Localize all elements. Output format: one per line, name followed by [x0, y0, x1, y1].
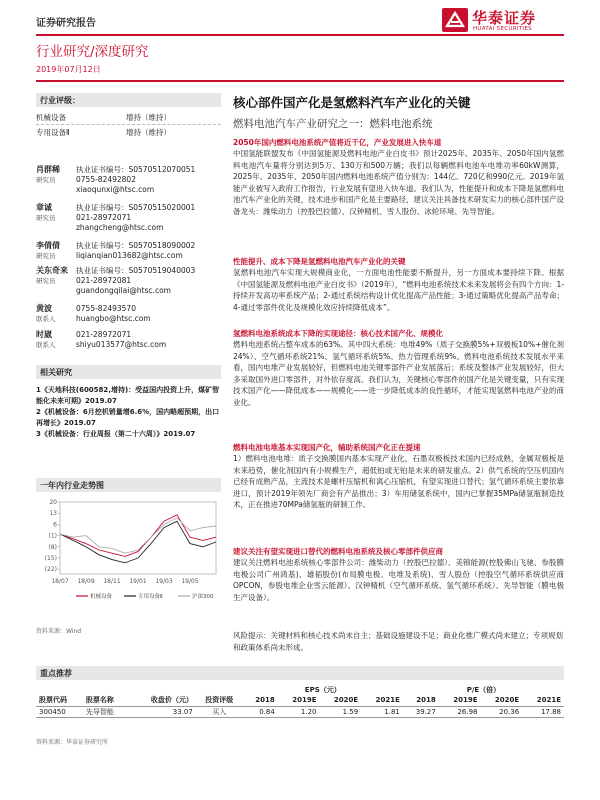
analyst-info — [76, 304, 151, 324]
col-header: 2020E — [319, 695, 361, 706]
eps-group-label: EPS（元） — [304, 685, 341, 694]
analyst-email[interactable]: shiyu013577@htsc.com — [76, 340, 167, 349]
pe-group-label: P/E（倍） — [466, 685, 501, 694]
analyst-phone: 021-28972081 — [76, 276, 132, 285]
y-tick-label: 20 — [49, 499, 57, 506]
analyst-info — [76, 203, 195, 233]
analyst-block — [36, 241, 221, 265]
cell-rating: 买入 — [196, 706, 243, 717]
body-section — [233, 328, 564, 408]
y-tick-label: (8) — [48, 543, 57, 551]
col-header: 投资评级 — [196, 695, 243, 706]
analyst-role: 联系人 — [36, 341, 56, 349]
related-item[interactable]: 2《机械设备：6月挖机销量增6.6%，国内略超预期，出口再增长》2019.07 — [36, 408, 220, 427]
cell-price: 33.07 — [130, 706, 196, 717]
report-date: 2019年07月12日 — [36, 65, 101, 74]
x-tick-label: 18/07 — [51, 578, 69, 585]
y-tick-label: 6 — [53, 521, 57, 529]
cell-pe: 20.36 — [480, 706, 522, 717]
analyst-email[interactable]: liqianqian013682@htsc.com — [76, 251, 183, 260]
cell-eps: 1.20 — [278, 706, 320, 717]
analyst-role: 研究员 — [36, 214, 56, 222]
date-divider — [36, 80, 564, 82]
report-category: 行业研究/深度研究 — [36, 44, 149, 60]
analyst-block — [36, 330, 221, 354]
x-tick-label: 18/09 — [77, 578, 95, 585]
table-row — [36, 706, 564, 717]
analyst-info — [76, 330, 166, 350]
logo-text-en: HUATAI SECURITIES — [473, 26, 532, 32]
analyst-name: 黄波 — [36, 304, 52, 313]
analyst-cert: 执业证书编号：S0570519040003 — [76, 266, 196, 275]
rating-industry: 机械设备 — [36, 112, 66, 122]
cell-eps: 1.81 — [361, 706, 403, 717]
huatai-logo-icon — [442, 8, 468, 32]
section-heading: 氢燃料电池系统成本下降的实现途径：核心技术国产化、规模化 — [233, 329, 443, 338]
analyst-email[interactable]: zhangcheng@htsc.com — [76, 223, 164, 232]
recommend-table — [36, 684, 564, 718]
col-header: 2021E — [522, 695, 564, 706]
rating-value: 增持（维持） — [126, 127, 171, 137]
cell-eps: 1.59 — [319, 706, 361, 717]
analyst-name: 李倩倩 — [36, 241, 60, 250]
analyst-info — [76, 241, 195, 261]
industry-trend-chart — [36, 496, 221, 608]
cell-code: 300450 — [36, 706, 83, 717]
chart-heading: 一年内行业走势图 — [36, 478, 221, 492]
related-heading: 相关研究 — [36, 365, 221, 379]
report-main-title: 核心部件国产化是氢燃料汽车产业化的关键 — [233, 95, 471, 110]
rating-row — [36, 125, 221, 139]
col-header: 2018 — [243, 695, 278, 706]
related-item[interactable]: 3《机械设备：行业周报（第二十六周）》2019.07 — [36, 430, 196, 438]
analyst-name: 关东奇来 — [36, 266, 68, 275]
section-text: 1）燃料电池电堆：质子交换膜国内基本实现产业化，石墨双极板技术国内已经成熟，金属双极板是未来趋势，催化剂国内有小规模生产，超低铂或无铂是未来的研发重点。2）供气系统的空压机国内已经有成熟产品，主流技术是螺杆压缩机和离心压缩机，有望实现进口替代；氢气循环系统主要依靠进口，预计2019年领先厂商会有产品推出；3）车用储氢系统中，国内已掌握35MPa储氢瓶制造技术，正在推进70MPa储氢瓶的研制工作。 — [233, 454, 564, 509]
rating-industry: 专用设备Ⅱ — [36, 127, 70, 137]
x-tick-label: 19/01 — [129, 578, 147, 585]
analyst-role: 研究员 — [36, 277, 56, 285]
y-tick-label: (15) — [44, 555, 57, 562]
cell-eps: 0.84 — [243, 706, 278, 717]
rating-heading: 行业评级： — [36, 93, 221, 107]
series-line — [60, 518, 216, 553]
analyst-name: 章诚 — [36, 203, 52, 212]
analyst-phone: 021-28972071 — [76, 213, 132, 222]
analyst-block — [36, 304, 221, 328]
y-tick-label: (1) — [48, 532, 57, 540]
section-heading: 性能提升、成本下降是氢燃料电池汽车产业化的关键 — [233, 257, 406, 266]
cell-pe: 17.88 — [522, 706, 564, 717]
analyst-email[interactable]: xiaoqunxi@htsc.com — [76, 185, 155, 194]
recommend-heading: 重点推荐 — [36, 666, 564, 680]
analyst-cert: 执业证书编号：S0570512070051 — [76, 165, 196, 174]
table-header-row — [36, 695, 564, 706]
analyst-cert: 执业证书编号：S0570515020001 — [76, 203, 196, 212]
col-header: 收盘价（元） — [130, 695, 196, 706]
rating-row — [36, 110, 221, 124]
analyst-block — [36, 266, 221, 302]
rating-value: 增持（维持） — [126, 112, 171, 122]
section-text: 燃料电池系统占整车成本的63%。其中四大系统：电堆49%（质子交换膜5%+双极板10%+催化剂24%）、空气循环系统21%、氢气循环系统5%、热力管理系统9%。燃料电池系统技术发展水平来看，国内电堆产业发展较好，但燃料电池关键零部件产业发展落后；系统及整体产业发展较好，但大多采取国外进口零部件，对外依存度高。我们认为，关键核心零部件的国产化是关键变量，只有实现技术国产化——降低成本——规模化——进一步降低成本的良性循环，才能实现氢燃料电池产业的商业化。 — [233, 340, 564, 407]
body-section — [233, 442, 564, 511]
legend-label: 专用设备Ⅱ — [138, 594, 163, 600]
col-header: 2021E — [361, 695, 403, 706]
analyst-cert: 执业证书编号：S0570518090002 — [76, 241, 196, 250]
analyst-role: 联系人 — [36, 315, 56, 323]
huatai-logo — [442, 5, 560, 37]
body-section — [233, 137, 564, 217]
analyst-name: 时崴 — [36, 330, 52, 339]
logo-text-cn: 华泰证券 — [472, 9, 537, 27]
chart-source: 资料来源：Wind — [36, 628, 82, 635]
analyst-phone: 021-28972071 — [76, 330, 132, 339]
legend-label: 机械设备 — [90, 594, 113, 600]
legend-label: 沪深300 — [192, 594, 214, 600]
cell-name: 先导智能 — [83, 706, 130, 717]
col-header: 2018 — [403, 695, 439, 706]
cell-pe: 39.27 — [403, 706, 439, 717]
table-source: 资料来源：华泰证券研究所 — [36, 739, 109, 746]
x-tick-label: 19/03 — [155, 578, 173, 585]
report-type-label: 证券研究报告 — [36, 18, 96, 29]
body-section — [233, 546, 564, 603]
x-tick-label: 19/05 — [181, 578, 199, 585]
related-item[interactable]: 1《天地科技(600582,增持)：受益国内投资上升，煤矿智能化未来可期》2019.07 — [36, 386, 220, 405]
analyst-role: 研究员 — [36, 252, 56, 260]
analyst-info — [76, 165, 195, 195]
analyst-phone: 0755-82493570 — [76, 304, 136, 313]
col-header: 2019E — [439, 695, 481, 706]
section-text: 氢燃料电池汽车实现大规模商业化，一方面电池性能要不断提升，另一方面成本要持续下降。根据《中国氢能源及燃料电池产业白皮书》（2019年），“燃料电池系统技术未来发展将会有四个方向：1-持续开发高功率系统产品；2-通过系统结构设计优化提高产品性能；3-通过策略优化提高产品寿命；4-通过零部件优化及规模化效应持续降低成本”。 — [233, 268, 564, 312]
section-heading: 建议关注有望实现进口替代的燃料电池系统及核心零部件供应商 — [233, 547, 443, 556]
body-section — [233, 256, 564, 313]
x-tick-label: 18/11 — [103, 578, 121, 585]
analyst-email[interactable]: huangbo@htsc.com — [76, 314, 151, 323]
section-text: 中国氢能联盟发布《中国氢能源及燃料电池产业白皮书》预计2025年、2035年、2050年国内氢燃料电池汽车量将分别达到5万、130万和500万辆；我们以每辆燃料电池车电堆功率60kW测算，2025年、2035年、2050年国内燃料电池系统产值分别为：144亿、720亿和990亿元。2019年氢能产业被写入政府工作报告，行业发展有望进入快车道。我们认为，性能提升和成本下降是氢燃料电池汽车产业化的关键，技术进步和国产化是主要路径，建议关注具备技术研发实力的核心部件国产设备龙头：潍柴动力（控股巴拉德）、汉钟精机、雪人股份、冰轮环境、先导智能。 — [233, 149, 564, 216]
section-text: 建议关注燃料电池系统核心零部件公司：潍柴动力（控股巴拉德）、美锦能源(控股佛山飞驰、参股膜电极公司广州鸿基)、雄韬股份(布局膜电极、电堆及系统)、雪人股份（控股空气循环系统供应商OPCON，参股电堆企业雪云能源）、汉钟精机（空气循环系统、氢气循环系统）、先导智能（膜电极生产设备）。 — [233, 558, 564, 602]
series-line — [60, 521, 216, 563]
table-group-row — [36, 684, 564, 695]
col-header: 2020E — [480, 695, 522, 706]
analyst-email[interactable]: guandongqilai@htsc.com — [76, 286, 171, 295]
risk-warning: 风险提示：关键材料和核心技术尚未自主；基础设施建设不足；商业化推广模式尚未建立；专项规划和政策体系尚未形成。 — [233, 631, 563, 652]
col-header: 股票名称 — [83, 695, 130, 706]
section-heading: 2050年国内燃料电池系统产值将近千亿，产业发展进入快车道 — [233, 138, 442, 147]
y-tick-label: (22) — [44, 566, 57, 574]
section-heading: 燃料电池电堆基本实现国产化，辅助系统国产化正在提速 — [233, 443, 421, 452]
analyst-role: 研究员 — [36, 176, 56, 184]
analyst-block — [36, 203, 221, 239]
cell-pe: 26.98 — [439, 706, 481, 717]
analyst-name: 肖群稀 — [36, 165, 60, 174]
rating-list — [36, 110, 221, 139]
col-header: 2019E — [278, 695, 320, 706]
y-tick-label: 13 — [49, 510, 57, 518]
header-divider — [36, 34, 564, 36]
report-subtitle: 燃料电池汽车产业研究之一：燃料电池系统 — [233, 118, 433, 130]
analyst-info — [76, 266, 195, 296]
analyst-phone: 0755-82492802 — [76, 175, 136, 184]
col-header: 股票代码 — [36, 695, 83, 706]
analyst-block — [36, 165, 221, 201]
related-list — [36, 385, 221, 440]
